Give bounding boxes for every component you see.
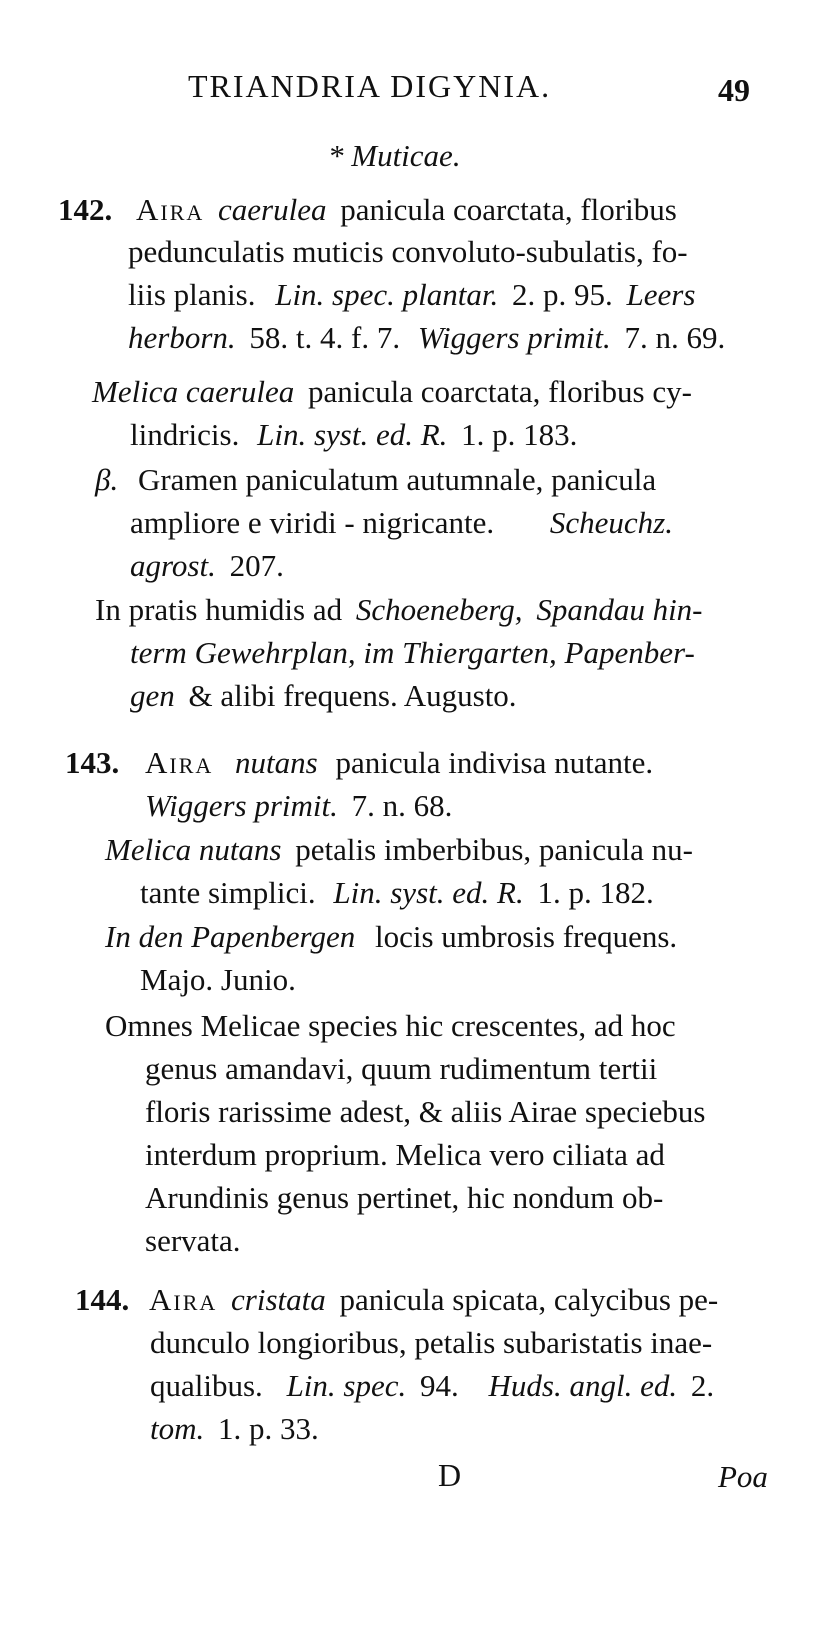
- citation-ref: 1. p. 182.: [537, 875, 654, 910]
- note-text: floris rarissime adest, & aliis Airae speciebus: [145, 1094, 706, 1129]
- citation-title: Scheuchz.: [549, 505, 673, 540]
- synonym-line: [105, 830, 693, 870]
- citation-ref: 94.: [420, 1368, 459, 1403]
- entry-line: [145, 786, 452, 826]
- place-name: Schoeneberg,: [355, 592, 523, 627]
- place-name: Spandau hin-: [536, 592, 703, 627]
- description-text: Gramen paniculatum autumnale, panicula: [137, 462, 657, 497]
- description-text: panicula indivisa nutante.: [335, 745, 654, 780]
- note-text: servata.: [145, 1223, 241, 1258]
- note-text: Omnes Melicae species hic crescentes, ad hoc: [105, 1008, 676, 1043]
- citation-ref: 7. n. 69.: [624, 320, 726, 355]
- note-text: interdum proprium. Melica vero ciliata ad: [145, 1137, 665, 1172]
- entry-line: [75, 1280, 718, 1320]
- species-name: cristata: [231, 1282, 326, 1317]
- genus-name: Aira: [145, 745, 214, 780]
- habitat-line: [130, 676, 517, 716]
- citation-title: agrost.: [130, 548, 216, 583]
- description-text: panicula spicata, calycibus pe-: [339, 1282, 719, 1317]
- citation-ref: 7. n. 68.: [351, 788, 453, 823]
- citation-title: Leers: [626, 277, 696, 312]
- habitat-text: & alibi frequens. Augusto.: [188, 678, 517, 713]
- page-number: 49: [718, 72, 750, 108]
- citation-ref: 207.: [229, 548, 284, 583]
- habitat-text: In pratis humidis ad: [95, 592, 343, 627]
- variety-line: [130, 546, 284, 586]
- citation-title: Lin. syst. ed. R.: [257, 417, 448, 452]
- description-text: qualibus.: [150, 1368, 263, 1403]
- description-text: dunculo longioribus, petalis subaristatis inae-: [150, 1325, 713, 1360]
- citation-title: tom.: [150, 1411, 205, 1446]
- synonym-name: Melica caerulea: [92, 374, 295, 409]
- synonym-line: [92, 372, 692, 412]
- entry-line: [128, 318, 725, 358]
- entry-line: [65, 743, 653, 783]
- variety-marker: β.: [95, 462, 119, 497]
- catchword: Poa: [718, 1459, 768, 1494]
- description-text: tante simplici.: [140, 875, 316, 910]
- habitat-line: [105, 917, 677, 957]
- variety-line: [130, 503, 673, 543]
- description-text: panicula coarctata, floribus: [340, 192, 677, 227]
- citation-title: Lin. syst. ed. R.: [333, 875, 524, 910]
- citation-title: Lin. spec.: [286, 1368, 407, 1403]
- entry-line: [150, 1409, 319, 1449]
- entry-line: [58, 190, 677, 230]
- place-name: term Gewehrplan, im Thiergarten, Papenber-: [130, 635, 695, 670]
- citation-title: herborn.: [128, 320, 236, 355]
- citation-title: Wiggers primit.: [417, 320, 611, 355]
- citation-ref: 2. p. 95.: [512, 277, 613, 312]
- species-name: nutans: [235, 745, 318, 780]
- citation-ref: 2.: [690, 1368, 715, 1403]
- flowering-time: Majo. Junio.: [140, 962, 296, 997]
- citation-ref: 1. p. 33.: [218, 1411, 319, 1446]
- section-subheading: * Muticae.: [328, 138, 461, 173]
- citation-title: Lin. spec. plantar.: [275, 277, 499, 312]
- citation-title: Huds. angl. ed.: [488, 1368, 678, 1403]
- description-text: lindricis.: [130, 417, 240, 452]
- description-text: ampliore e viridi - nigricante.: [130, 505, 495, 540]
- note-text: genus amandavi, quum rudimentum tertii: [145, 1051, 658, 1086]
- variety-line: [95, 460, 656, 500]
- description-text: petalis imberbibus, panicula nu-: [295, 832, 693, 867]
- citation-ref: 1. p. 183.: [461, 417, 578, 452]
- entry-number: 144.: [75, 1282, 130, 1317]
- citation-title: Wiggers primit.: [145, 788, 338, 823]
- description-text: panicula coarctata, floribus cy-: [308, 374, 692, 409]
- synonym-line: [130, 415, 577, 455]
- signature-mark: D: [438, 1457, 462, 1493]
- habitat-text: locis umbrosis frequens.: [374, 919, 678, 954]
- place-name: gen: [130, 678, 175, 713]
- synonym-name: Melica nutans: [105, 832, 282, 867]
- entry-number: 142.: [58, 192, 113, 227]
- citation-ref: 58. t. 4. f. 7.: [249, 320, 401, 355]
- entry-line: [150, 1366, 714, 1406]
- entry-line: [128, 275, 695, 315]
- species-name: caerulea: [218, 192, 327, 227]
- genus-name: Aira: [149, 1282, 218, 1317]
- place-name: In den Papenbergen: [105, 919, 356, 954]
- description-text: pedunculatis muticis convoluto-subulatis, fo-: [128, 234, 688, 269]
- synonym-line: [140, 873, 654, 913]
- entry-number: 143.: [65, 745, 120, 780]
- genus-name: Aira: [136, 192, 205, 227]
- running-header-title: TRIANDRIA DIGYNIA.: [188, 68, 552, 104]
- note-text: Arundinis genus pertinet, hic nondum ob-: [145, 1180, 664, 1215]
- habitat-line: [95, 590, 703, 630]
- description-text: liis planis.: [128, 277, 256, 312]
